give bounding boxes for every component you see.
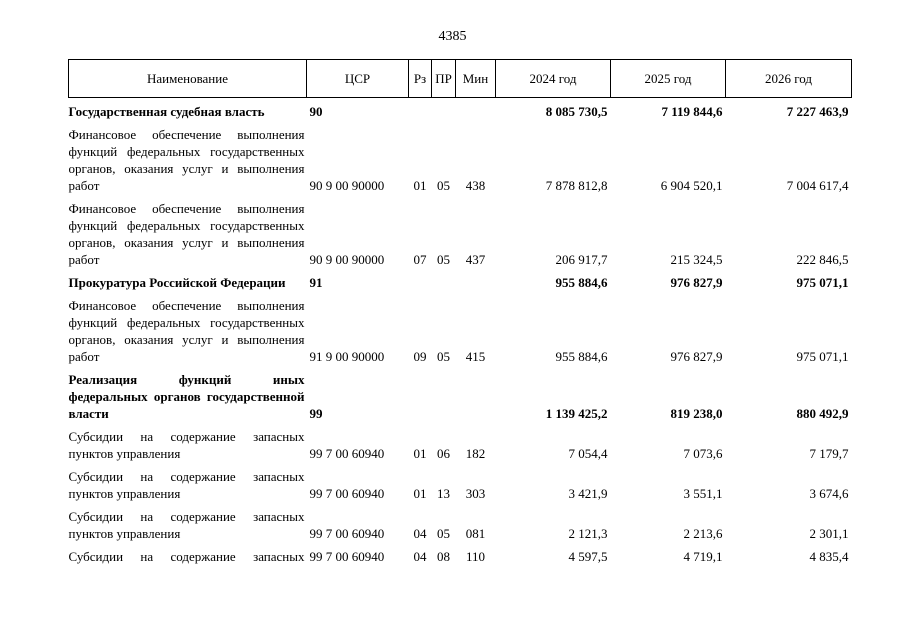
cell-name: Прокуратура Российской Федерации [68,275,286,290]
cell-y2026: 2 301,1 [809,526,849,541]
cell-y2024: 955 884,6 [555,349,608,364]
cell-y2025: 7 073,6 [683,446,723,461]
cell-name: Государственная судебная власть [68,104,265,119]
header-min: Мин [456,60,496,98]
cell-pr: 13 [437,486,450,501]
cell-csr: 90 [309,104,323,119]
table-header-row [69,60,852,98]
cell-y2026: 7 227 463,9 [786,104,849,119]
cell-min [456,366,496,423]
cell-pr [432,269,456,292]
cell-y2024: 8 085 730,5 [545,104,608,119]
cell-rz: 07 [413,252,427,267]
table-section-row [69,269,852,292]
cell-y2026: 7 004 617,4 [786,178,849,193]
cell-pr: 05 [437,178,450,193]
cell-y2026: 975 071,1 [796,349,849,364]
cell-y2025: 7 119 844,6 [661,104,723,119]
table-row [69,292,852,366]
cell-y2026: 222 846,5 [796,252,849,267]
table-row [69,121,852,195]
cell-y2024: 7 054,4 [568,446,608,461]
cell-min: 110 [465,549,486,564]
cell-rz [409,98,432,122]
cell-rz: 04 [413,549,427,564]
cell-y2026: 4 835,4 [809,549,849,564]
cell-name: Реализация функций иных федеральных органов государственной власти [68,372,305,421]
cell-min: 438 [465,178,486,193]
cell-y2024: 7 878 812,8 [545,178,608,193]
cell-pr [432,98,456,122]
cell-rz: 01 [413,178,427,193]
cell-name: Финансовое обеспечение выполнения функций федеральных государственных органов, оказания услуг и выполнения работ [68,298,305,364]
cell-csr: 99 7 00 60940 [309,486,385,501]
cell-y2024: 1 139 425,2 [545,406,608,421]
cell-y2026: 975 071,1 [796,275,849,290]
cell-rz: 09 [413,349,427,364]
cell-y2025: 2 213,6 [683,526,723,541]
cell-name: Субсидии на содержание запасных пунктов управления [68,469,305,501]
cell-csr: 91 9 00 90000 [309,349,385,364]
cell-y2025: 4 719,1 [683,549,723,564]
header-2025: 2025 год [611,60,726,98]
cell-name: Финансовое обеспечение выполнения функций федеральных государственных органов, оказания услуг и выполнения работ [68,201,305,267]
cell-y2024: 3 421,9 [568,486,608,501]
table-row [69,543,852,566]
table-row [69,503,852,543]
cell-y2025: 819 238,0 [670,406,723,421]
cell-min: 415 [465,349,486,364]
cell-name: Финансовое обеспечение выполнения функций федеральных государственных органов, оказания услуг и выполнения работ [68,127,305,193]
cell-y2024: 4 597,5 [568,549,608,564]
cell-y2024: 206 917,7 [555,252,608,267]
cell-csr: 99 7 00 60940 [309,549,385,564]
cell-csr: 91 [309,275,323,290]
table-section-row [69,98,852,122]
cell-rz [409,366,432,423]
cell-rz: 01 [413,446,427,461]
cell-csr: 99 [309,406,323,421]
table-section-row [69,366,852,423]
cell-y2026: 7 179,7 [809,446,849,461]
cell-min: 303 [465,486,486,501]
cell-min: 081 [465,526,486,541]
cell-y2025: 3 551,1 [683,486,723,501]
cell-csr: 99 7 00 60940 [309,446,385,461]
header-pr: ПР [432,60,456,98]
header-name: Наименование [69,60,307,98]
cell-y2025: 976 827,9 [670,349,723,364]
cell-name: Субсидии на содержание запасных пунктов управления [68,509,305,541]
cell-y2025: 6 904 520,1 [660,178,723,193]
cell-rz [409,269,432,292]
cell-pr [432,366,456,423]
cell-pr: 05 [437,526,450,541]
cell-y2026: 880 492,9 [796,406,849,421]
header-csr: ЦСР [307,60,409,98]
table-row [69,463,852,503]
cell-pr: 06 [437,446,450,461]
budget-table [68,59,852,566]
cell-rz: 01 [413,486,427,501]
cell-pr: 05 [437,349,450,364]
header-2026: 2026 год [726,60,852,98]
page-number: 4385 [438,29,467,44]
header-2024: 2024 год [496,60,611,98]
cell-pr: 08 [437,549,450,564]
cell-y2024: 955 884,6 [555,275,608,290]
cell-min [456,269,496,292]
cell-name: Субсидии на содержание запасных [68,549,305,564]
cell-csr: 90 9 00 90000 [309,252,385,267]
cell-csr: 99 7 00 60940 [309,526,385,541]
header-rz: Рз [409,60,432,98]
table-row [69,423,852,463]
cell-min: 437 [465,252,486,267]
cell-min: 182 [465,446,486,461]
cell-min [456,98,496,122]
cell-y2026: 3 674,6 [809,486,849,501]
table-row [69,195,852,269]
cell-rz: 04 [413,526,427,541]
cell-name: Субсидии на содержание запасных пунктов управления [68,429,305,461]
cell-y2024: 2 121,3 [568,526,608,541]
cell-y2025: 215 324,5 [670,252,723,267]
cell-y2025: 976 827,9 [670,275,723,290]
cell-csr: 90 9 00 90000 [309,178,385,193]
cell-pr: 05 [437,252,450,267]
